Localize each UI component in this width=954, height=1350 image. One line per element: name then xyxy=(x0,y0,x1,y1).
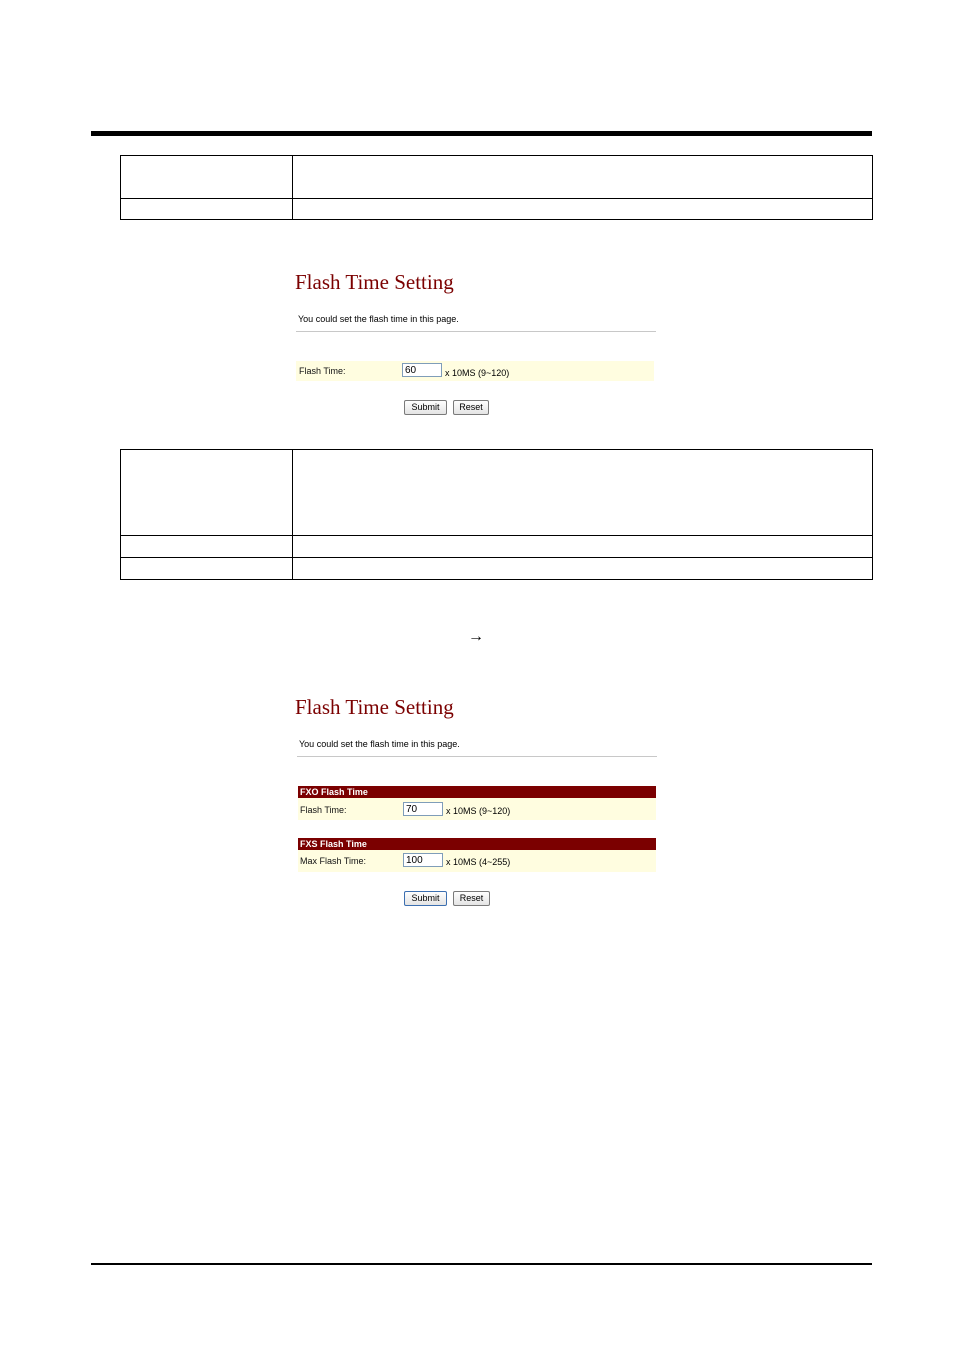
table-cell xyxy=(121,199,293,220)
table-cell xyxy=(121,536,293,558)
reset-button[interactable]: Reset xyxy=(453,400,489,415)
submit-button[interactable]: Submit xyxy=(404,400,447,415)
fxo-flash-time-unit: x 10MS (9~120) xyxy=(446,806,511,816)
table-row xyxy=(121,558,873,580)
table-row xyxy=(121,199,873,220)
table-row xyxy=(121,450,873,536)
fxs-max-flash-time-label: Max Flash Time: xyxy=(300,856,367,866)
table-cell xyxy=(293,450,873,536)
reset-button[interactable]: Reset xyxy=(453,891,490,906)
fxo-flash-time-label: Flash Time: xyxy=(300,805,347,815)
divider xyxy=(297,756,657,757)
table-cell xyxy=(293,558,873,580)
table-cell xyxy=(293,156,873,199)
table-cell xyxy=(121,156,293,199)
fxo-flash-time-input[interactable]: 70 xyxy=(403,802,443,816)
page-description: You could set the flash time in this page. xyxy=(298,314,459,324)
table-row xyxy=(121,156,873,199)
page-description: You could set the flash time in this page. xyxy=(299,739,460,749)
fxs-max-flash-time-input[interactable]: 100 xyxy=(403,853,443,867)
fxs-section-header: FXS Flash Time xyxy=(298,838,656,850)
header-rule xyxy=(91,131,872,136)
table-cell xyxy=(121,558,293,580)
flash-time-label: Flash Time: xyxy=(299,366,346,376)
flash-time-input[interactable]: 60 xyxy=(402,363,442,377)
footer-rule xyxy=(91,1263,872,1265)
fxo-section-header: FXO Flash Time xyxy=(298,786,656,798)
page-title: Flash Time Setting xyxy=(295,270,454,294)
table-1 xyxy=(120,155,873,220)
flash-time-unit: x 10MS (9~120) xyxy=(445,368,510,378)
table-cell xyxy=(293,536,873,558)
table-row xyxy=(121,536,873,558)
page-title: Flash Time Setting xyxy=(295,695,454,719)
fxs-max-flash-time-unit: x 10MS (4~255) xyxy=(446,857,511,867)
arrow-right-icon: → xyxy=(468,628,484,645)
divider xyxy=(296,331,656,332)
table-cell xyxy=(121,450,293,536)
submit-button[interactable]: Submit xyxy=(404,891,447,906)
table-cell xyxy=(293,199,873,220)
table-2 xyxy=(120,449,873,580)
